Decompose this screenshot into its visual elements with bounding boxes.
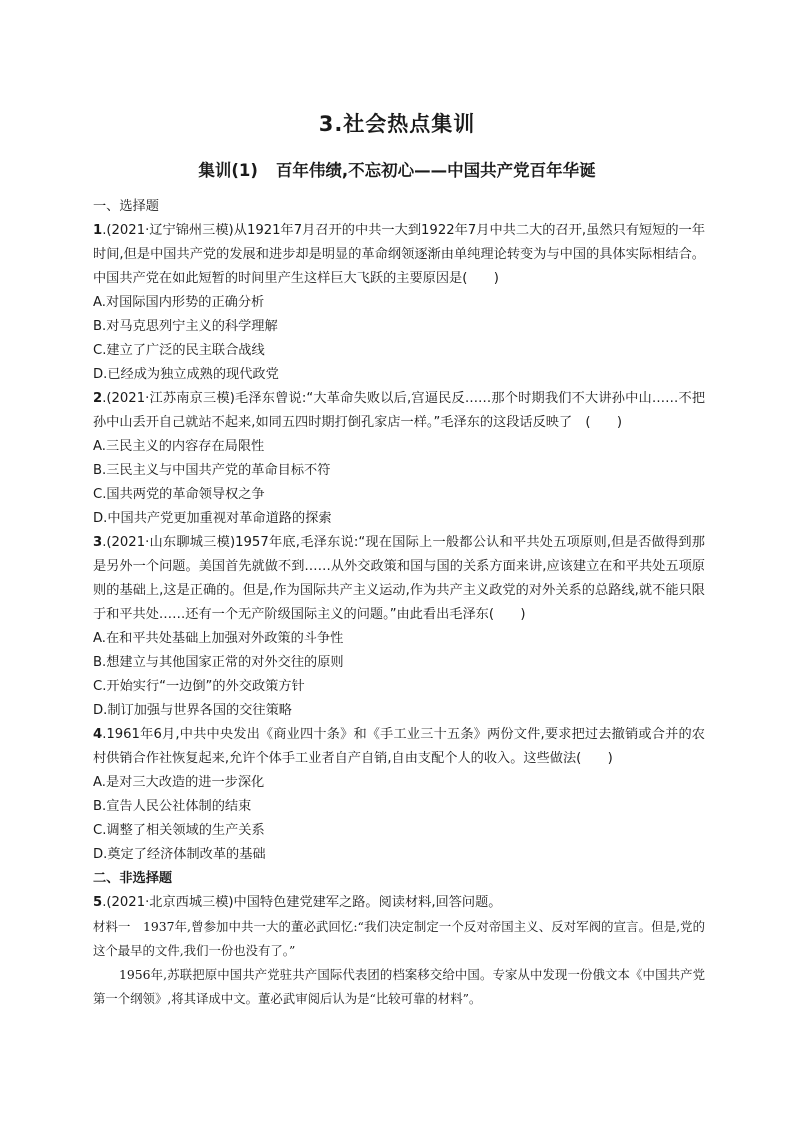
question-3	[93, 531, 705, 627]
option-a: A.对国际国内形势的正确分析	[93, 295, 265, 310]
option-c: C.建立了广泛的民主联合战线	[93, 343, 265, 358]
section-heading-choice: 一、选择题	[93, 199, 159, 214]
question-number: 2	[93, 391, 103, 406]
question-1	[93, 219, 705, 291]
section-heading-nonchoice: 二、非选择题	[93, 871, 173, 886]
option-c: C.开始实行“一边倒”的外交政策方针	[93, 679, 305, 694]
answer-blank: ( )	[576, 751, 613, 766]
option-b: B.宣告人民公社体制的结束	[93, 799, 252, 814]
question-stem: 1957年底,毛泽东说:“现在国际上一般都公认和平共处五项原则,但是否做得到那是另外一个问题。美国首先就做不到……从外交政策和国与国的关系方面来讲,应该建立在和平共处五项原则的基础上,这是正确的。但是,作为国际共产主义运动,作为共产主义政党的对外关系的总路线,就不能只限于和平共处……还有一个无产阶级国际主义的问题。”由此看出毛泽东	[93, 535, 705, 622]
answer-blank: ( )	[572, 415, 623, 430]
answer-blank: ( )	[462, 271, 499, 286]
option-d: D.已经成为独立成熟的现代政党	[93, 367, 279, 382]
question-2	[93, 387, 705, 435]
option-b: B.想建立与其他国家正常的对外交往的原则	[93, 655, 344, 670]
question-number: 4	[93, 727, 103, 742]
option-a: A.三民主义的内容存在局限性	[93, 439, 265, 454]
question-source: .	[102, 727, 107, 742]
option-d: D.中国共产党更加重视对革命道路的探索	[93, 511, 332, 526]
material-paragraph-1	[93, 915, 705, 963]
option-a: A.在和平共处基础上加强对外政策的斗争性	[93, 631, 344, 646]
content-body	[93, 195, 705, 1011]
question-source: .(2021·北京西城三模)	[102, 895, 234, 910]
question-stem: 从1921年7月召开的中共一大到1922年7月中共二大的召开,虽然只有短短的一年时间,但是中国共产党的发展和进步却是明显的革命纲领逐渐由单纯理论转变为与中国的具体实际相结合。中国共产党在如此短暂的时间里产生这样巨大飞跃的主要原因是	[93, 223, 706, 286]
subtitle-label: 集训(1)	[198, 161, 258, 180]
question-source: .(2021·江苏南京三模)	[102, 391, 235, 406]
question-number: 1	[93, 223, 103, 238]
option-c: C.调整了相关领域的生产关系	[93, 823, 265, 838]
question-4	[93, 723, 705, 771]
subtitle-topic: 百年伟绩,不忘初心——中国共产党百年华诞	[275, 161, 596, 180]
material-paragraph-2: 1956年,苏联把原中国共产党驻共产国际代表团的档案移交给中国。专家从中发现一份俄文本《中国共产党第一个纲领》,将其译成中文。董必武审阅后认为是“比较可靠的材料”。	[93, 967, 705, 1006]
option-d: D.制订加强与世界各国的交往策略	[93, 703, 292, 718]
section-subtitle	[0, 157, 794, 181]
material-label: 材料一	[93, 919, 131, 934]
question-number: 5	[93, 895, 103, 910]
question-5	[93, 891, 705, 915]
option-b: B.三民主义与中国共产党的革命目标不符	[93, 463, 331, 478]
question-stem: 1961年6月,中共中央发出《商业四十条》和《手工业三十五条》两份文件,要求把过去撤销或合并的农村供销合作社恢复起来,允许个体手工业者自产自销,自由支配个人的收入。这些做法	[93, 727, 705, 766]
question-stem: 中国特色建党建军之路。阅读材料,回答问题。	[233, 895, 502, 910]
option-c: C.国共两党的革命领导权之争	[93, 487, 265, 502]
question-source: .(2021·辽宁锦州三模)	[102, 223, 234, 238]
answer-blank: ( )	[488, 607, 526, 622]
option-d: D.奠定了经济体制改革的基础	[93, 847, 266, 862]
option-a: A.是对三大改造的进一步深化	[93, 775, 265, 790]
question-number: 3	[93, 535, 103, 550]
question-stem: 毛泽东曾说:“大革命失败以后,宫逼民反……那个时期我们不大讲孙中山……不把孙中山丢开自己就站不起来,如同五四时期打倒孔家店一样。”毛泽东的这段话反映了	[93, 391, 706, 430]
question-source: .(2021·山东聊城三模)	[102, 535, 236, 550]
material-text: 1937年,曾参加中共一大的董必武回忆:“我们决定制定一个反对帝国主义、反对军阀的宣言。但是,党的这个最早的文件,我们一份也没有了。”	[93, 919, 705, 958]
page-title: 3.社会热点集训	[318, 112, 476, 136]
option-b: B.对马克思列宁主义的科学理解	[93, 319, 278, 334]
